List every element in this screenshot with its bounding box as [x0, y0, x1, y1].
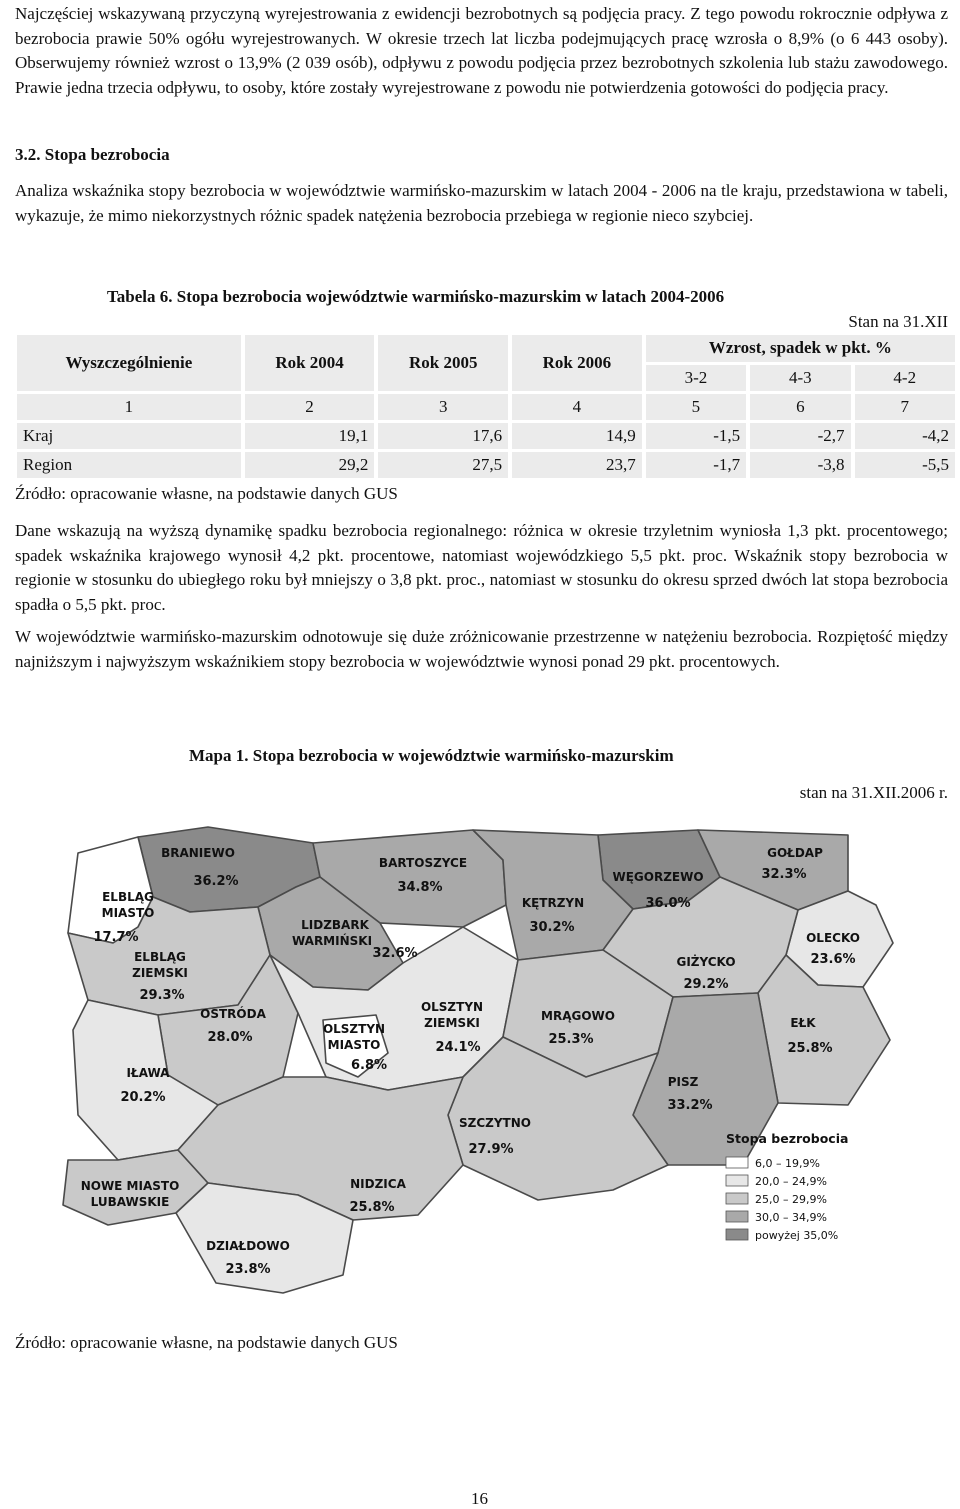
cell-d42: -4,2 — [855, 423, 955, 449]
table-title: Tabela 6. Stopa bezrobocia województwie warmińsko-mazurskim w latach 2004-2006 — [107, 287, 725, 306]
district-name: MIASTO — [327, 1038, 381, 1052]
row-label: Region — [17, 452, 241, 478]
district-name: OLSZTYN — [420, 1000, 484, 1014]
district-value: 6.8% — [350, 1058, 388, 1073]
district-name: ELBLĄG — [102, 890, 154, 904]
cell-d32: -1,7 — [646, 452, 746, 478]
district-value: 20.2% — [120, 1090, 166, 1105]
district-name: LIDZBARK — [301, 918, 369, 932]
district-name: OLSZTYN — [322, 1022, 386, 1036]
district-value: 27.9% — [468, 1142, 514, 1157]
col-number: 2 — [245, 394, 375, 420]
district-name: BRANIEWO — [161, 846, 235, 860]
header-d32: 3-2 — [646, 365, 746, 392]
cell-2005: 27,5 — [378, 452, 508, 478]
col-number: 3 — [378, 394, 508, 420]
district-name: NIDZICA — [350, 1177, 406, 1191]
district-name: ZIEMSKI — [424, 1016, 480, 1030]
table-row — [17, 423, 955, 449]
analysis-paragraph: Analiza wskaźnika stopy bezrobocia w województwie warmińsko-mazurskim w latach 2004 - 2006 na tle kraju, przedstawiona w tabeli, wykazuje, że mimo niekorzystnych różnic spadek natężenia bezrobocia przebiega w regionie nieco szybciej. — [15, 181, 948, 225]
map-title: Mapa 1. Stopa bezrobocia w województwie warmińsko-mazurskim — [189, 746, 674, 765]
district-name: ZIEMSKI — [132, 966, 188, 980]
district-name: WĘGORZEWO — [612, 870, 704, 884]
district-value: 34.8% — [397, 880, 443, 895]
district-name: KĘTRZYN — [521, 896, 585, 910]
district-name: DZIAŁDOWO — [206, 1239, 290, 1253]
legend-swatch — [726, 1157, 748, 1168]
district-name: OSTRÓDA — [200, 1007, 266, 1021]
header-d42: 4-2 — [855, 365, 955, 392]
legend-label: 20,0 – 24,9% — [755, 1175, 827, 1188]
legend-label: 6,0 – 19,9% — [755, 1157, 820, 1170]
district-value: 33.2% — [667, 1098, 713, 1113]
district-name: BARTOSZYCE — [378, 856, 468, 870]
legend-label: 25,0 – 29,9% — [755, 1193, 827, 1206]
header-d43: 4-3 — [750, 365, 850, 392]
map-source: Źródło: opracowanie własne, na podstawie danych GUS — [15, 1333, 398, 1352]
district-name: LUBAWSKIE — [90, 1195, 170, 1209]
unemployment-table — [13, 332, 959, 481]
district-value: 30.2% — [529, 920, 575, 935]
header-change: Wzrost, spadek w pkt. % — [646, 335, 955, 362]
district-value: 24.1% — [435, 1040, 481, 1055]
col-number: 6 — [750, 394, 850, 420]
cell-d43: -2,7 — [750, 423, 850, 449]
header-2006: Rok 2006 — [512, 335, 642, 391]
col-number: 4 — [512, 394, 642, 420]
cell-2006: 23,7 — [512, 452, 642, 478]
district-name: GIŻYCKO — [676, 955, 736, 969]
district-name: NOWE MIASTO — [80, 1179, 180, 1193]
dynamics-paragraph: Dane wskazują na wyższą dynamikę spadku bezrobocia regionalnego: różnica w okresie trzyletnim wyniosła 1,3 pkt. procentowego; spadek wskaźnika krajowego wynosił 4,2 pkt. procentowe, natomiast wojewódzkiego 5,5 pkt. proc. Wskaźnik stopy bezrobocia w regionie w stosunku do ubiegłego roku był mniejszy o 3,8 pkt. proc., natomiast w stosunku do okresu sprzed dwóch lat stopa bezrobocia spadła o 5,5 pkt. proc. — [15, 521, 948, 614]
cell-2004: 19,1 — [245, 423, 375, 449]
district-name: PISZ — [667, 1075, 699, 1089]
header-label: Wyszczególnienie — [17, 335, 241, 391]
col-number: 1 — [17, 394, 241, 420]
cell-d43: -3,8 — [750, 452, 850, 478]
district-value: 23.8% — [225, 1262, 271, 1277]
cell-d32: -1,5 — [646, 423, 746, 449]
legend-label: 30,0 – 34,9% — [755, 1211, 827, 1224]
cell-2004: 29,2 — [245, 452, 375, 478]
district-value: 29.2% — [683, 977, 729, 992]
cell-d42: -5,5 — [855, 452, 955, 478]
district-value: 29.3% — [139, 988, 185, 1003]
district-value: 25.8% — [787, 1041, 833, 1056]
row-label: Kraj — [17, 423, 241, 449]
unemployment-map — [58, 815, 903, 1305]
district-value: 32.3% — [761, 867, 807, 882]
cell-2005: 17,6 — [378, 423, 508, 449]
district-value: 25.3% — [548, 1032, 594, 1047]
district-value: 36.2% — [193, 874, 239, 889]
district-value: 28.0% — [207, 1030, 253, 1045]
legend-label: powyżej 35,0% — [755, 1229, 839, 1242]
table-as-of: Stan na 31.XII — [848, 312, 948, 331]
header-2005: Rok 2005 — [378, 335, 508, 391]
district-name: SZCZYTNO — [459, 1116, 531, 1130]
district-value: 36.0% — [645, 896, 691, 911]
map-as-of: stan na 31.XII.2006 r. — [799, 783, 948, 802]
legend-swatch — [726, 1229, 748, 1240]
col-number: 5 — [646, 394, 746, 420]
col-number: 7 — [855, 394, 955, 420]
district-name: MIASTO — [101, 906, 155, 920]
intro-paragraph: Najczęściej wskazywaną przyczyną wyrejestrowania z ewidencji bezrobotnych są podjęcia pracy. Z tego powodu rokrocznie odpływa z bezrobocia prawie 50% ogółu wyrejestrowanych. W okresie trzech lat liczba podejmujących pracę wzrosła o 8,9% (o 6 443 osoby). Obserwujemy również wzrost o 13,9% (2 039 osób), odpływu z powodu podjęcia przez bezrobotnych szkolenia lub stażu zawodowego. Prawie jedna trzecia odpływu, to osoby, które zostały wyrejestrowane z powodu nie potwierdzenia gotowości do podjęcia pracy. — [15, 4, 948, 97]
district-name: IŁAWA — [126, 1066, 170, 1080]
district-name: GOŁDAP — [767, 846, 823, 860]
table-numbering-row — [17, 394, 955, 420]
table-row — [17, 452, 955, 478]
district-value: 17.7% — [93, 930, 139, 945]
page-number: 16 — [471, 1489, 488, 1508]
legend-swatch — [726, 1193, 748, 1204]
district-name: OLECKO — [806, 931, 860, 945]
legend-swatch — [726, 1175, 748, 1186]
legend-swatch — [726, 1211, 748, 1222]
cell-2006: 14,9 — [512, 423, 642, 449]
district-name: WARMIŃSKI — [291, 934, 373, 948]
district-name: ELBLĄG — [134, 950, 186, 964]
district-name: EŁK — [790, 1016, 816, 1030]
district-value: 25.8% — [349, 1200, 395, 1215]
header-2004: Rok 2004 — [245, 335, 375, 391]
spatial-paragraph: W województwie warmińsko-mazurskim odnotowuje się duże zróżnicowanie przestrzenne w natężeniu bezrobocia. Rozpiętość między najniższym i najwyższym wskaźnikiem stopy bezrobocia w województwie wynosi ponad 29 pkt. procentowych. — [15, 627, 948, 671]
table-source: Źródło: opracowanie własne, na podstawie danych GUS — [15, 484, 398, 503]
legend-title: Stopa bezrobocia — [726, 1131, 849, 1146]
table-header-row — [17, 335, 955, 362]
district-name: MRĄGOWO — [541, 1009, 615, 1023]
section-heading: 3.2. Stopa bezrobocia — [15, 145, 170, 164]
district-value: 32.6% — [372, 946, 418, 961]
district-value: 23.6% — [810, 952, 856, 967]
